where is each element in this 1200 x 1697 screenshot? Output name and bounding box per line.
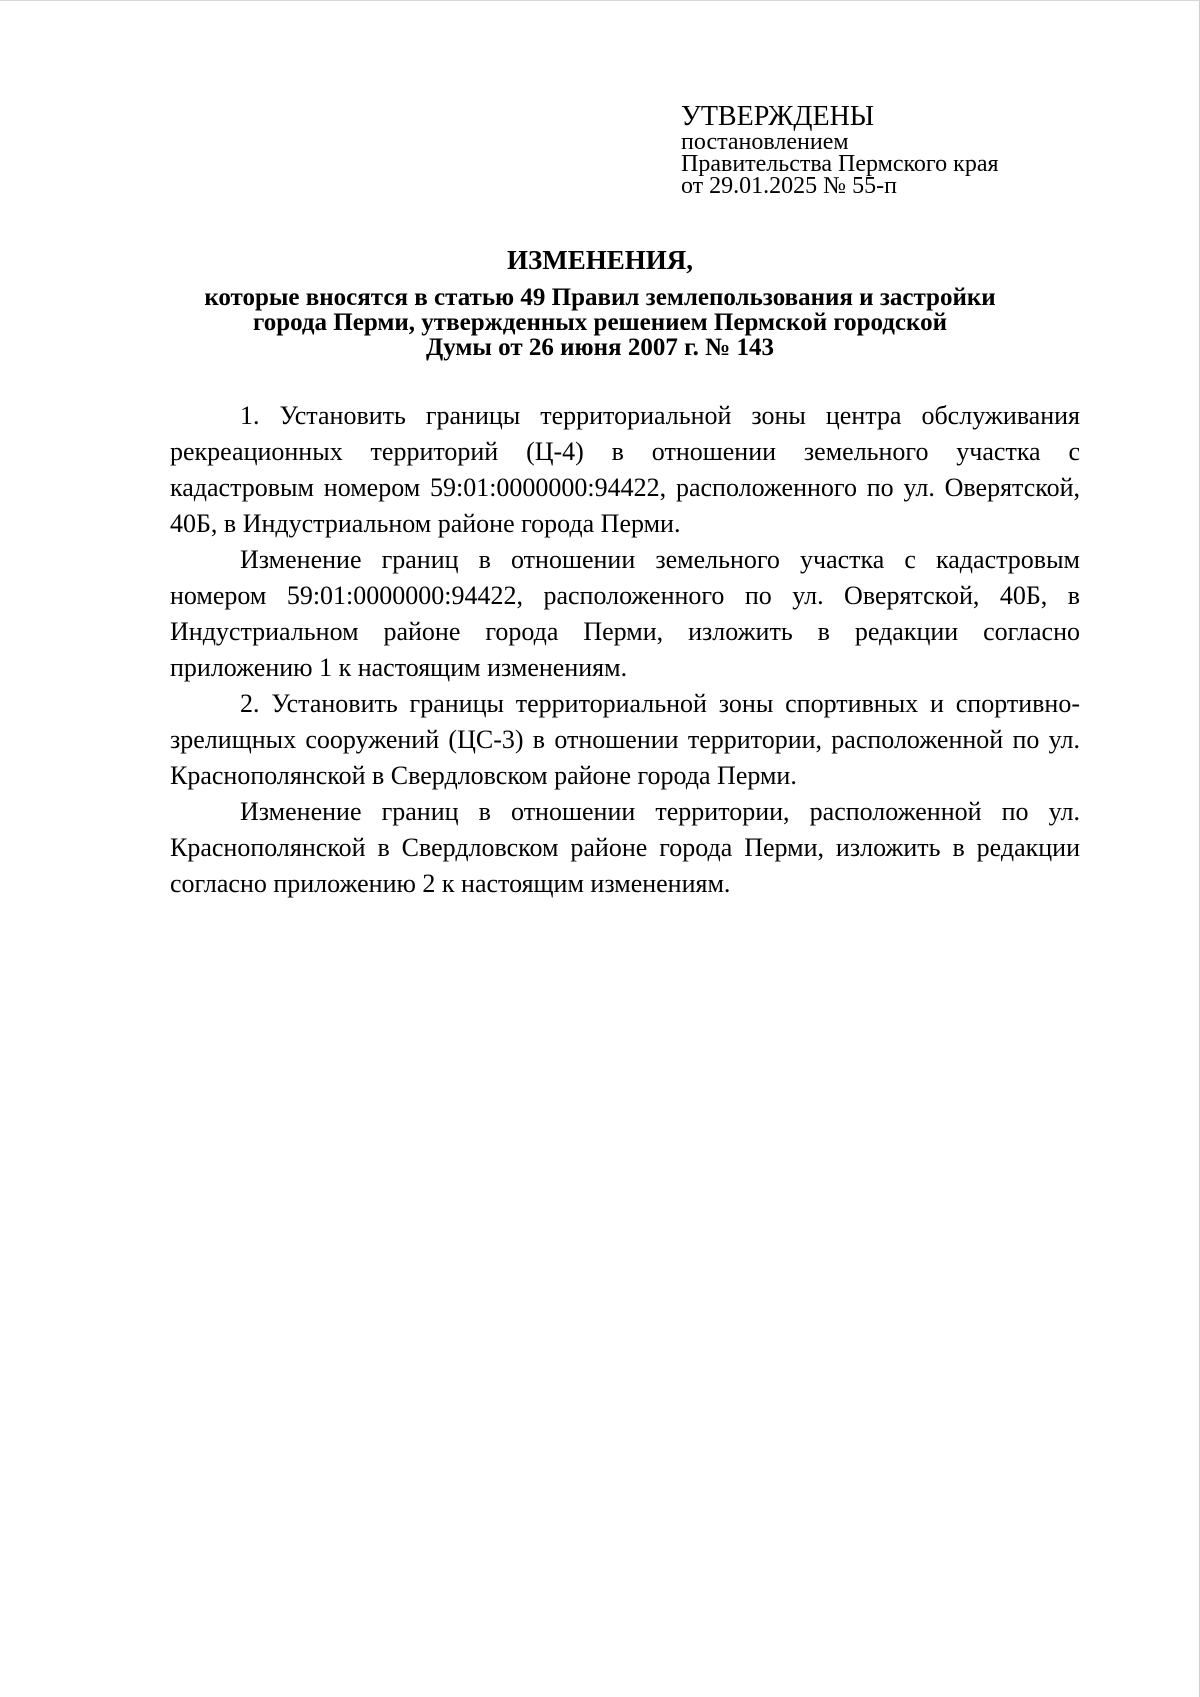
- approval-heading: УТВЕРЖДЕНЫ: [681, 101, 875, 132]
- approval-line-3: от 29.01.2025 № 55-п: [681, 173, 897, 199]
- subtitle-line-1: которые вносятся в статью 49 Правил землепользования и застройки: [204, 284, 996, 311]
- paragraph-1: 1. Установить границы территориальной зоны центра обслуживания рекреационных территорий (Ц-4) в отношении земельного участка с кадастровым номером 59:01:0000000:94422, расположенного по ул. Оверятской, 40Б, в Индустриальном районе города Перми.: [170, 401, 1080, 538]
- subtitle-line-2: города Перми, утвержденных решением Пермской городской: [253, 309, 947, 336]
- approval-line-2: Правительства Пермского края: [681, 151, 999, 177]
- paragraph-4: Изменение границ в отношении территории, расположенной по ул. Краснополянской в Свердловском районе города Перми, изложить в редакции согласно приложению 2 к настоящим изменениям.: [170, 797, 1080, 898]
- approval-line-1: постановлением: [681, 129, 849, 155]
- document-body: [170, 398, 1080, 902]
- paragraph-2: Изменение границ в отношении земельного участка с кадастровым номером 59:01:0000000:94422, расположенного по ул. Оверятской, 40Б, в Индустриальном районе города Перми, изложить в редакции согласно приложению 1 к настоящим изменениям.: [170, 545, 1080, 682]
- document-title: ИЗМЕНЕНИЯ,: [506, 245, 693, 275]
- document-subtitle: [150, 285, 1050, 360]
- paragraph-3: 2. Установить границы территориальной зоны спортивных и спортивно-зрелищных сооружений (ЦС-3) в отношении территории, расположенной по ул. Краснополянской в Свердловском районе города Перми.: [170, 689, 1080, 790]
- approval-stamp: [681, 103, 1101, 197]
- subtitle-line-3: Думы от 26 июня 2007 г. № 143: [426, 334, 774, 361]
